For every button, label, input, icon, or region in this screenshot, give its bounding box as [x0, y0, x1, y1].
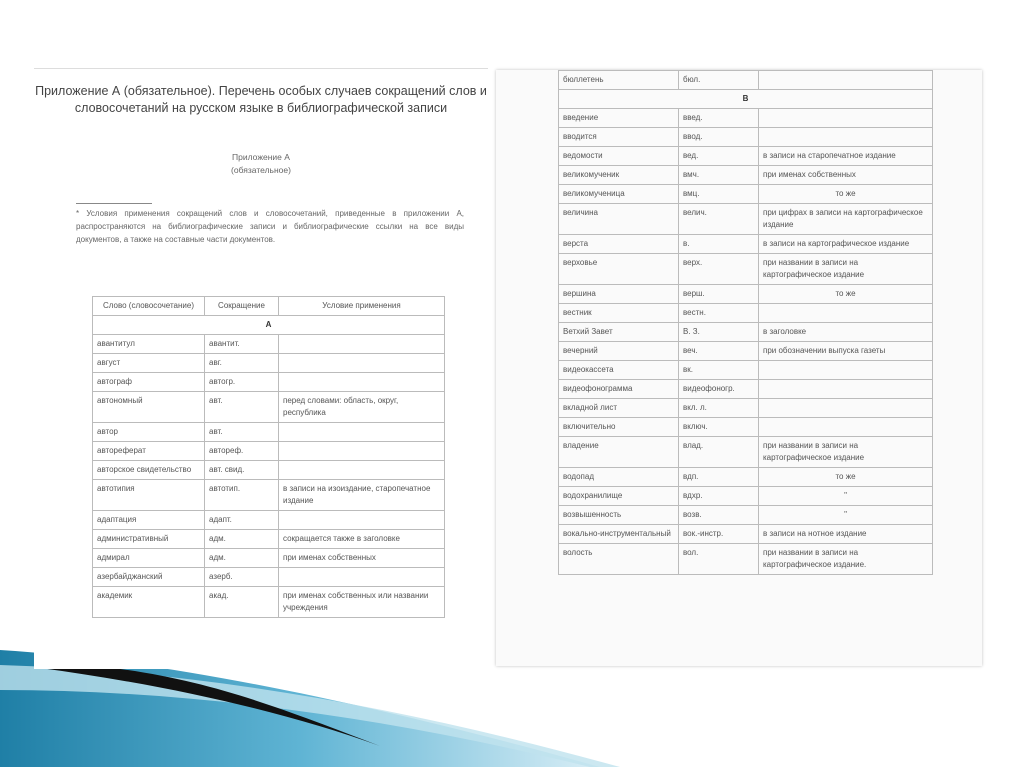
- cell-word: видеокассета: [559, 361, 679, 380]
- header-word: Слово (словосочетание): [93, 297, 205, 316]
- cell-abbreviation: вок.-инстр.: [679, 525, 759, 544]
- table-row: [559, 361, 933, 380]
- cell-condition: [759, 399, 933, 418]
- cell-condition: сокращается также в заголовке: [279, 530, 445, 549]
- cell-abbreviation: в.: [679, 235, 759, 254]
- table-row: [559, 204, 933, 235]
- table-row: [93, 423, 445, 442]
- table-row: [559, 506, 933, 525]
- table-row: [559, 525, 933, 544]
- subtitle-mandatory: (обязательное): [231, 165, 291, 175]
- table-row: [559, 380, 933, 399]
- cell-word: автореферат: [93, 442, 205, 461]
- cell-word: возвышенность: [559, 506, 679, 525]
- section-row: [93, 316, 445, 335]
- cell-condition: в записи на нотное издание: [759, 525, 933, 544]
- cell-abbreviation: велич.: [679, 204, 759, 235]
- cell-word: автотипия: [93, 480, 205, 511]
- table-row: [559, 437, 933, 468]
- table-row: [559, 342, 933, 361]
- cell-word: вокально-инструментальный: [559, 525, 679, 544]
- cell-abbreviation: вмц.: [679, 185, 759, 204]
- cell-condition: при цифрах в записи на картографическое издание: [759, 204, 933, 235]
- cell-condition: [759, 304, 933, 323]
- cell-condition: [759, 361, 933, 380]
- cell-abbreviation: авт.: [205, 392, 279, 423]
- cell-condition: при именах собственных: [759, 166, 933, 185]
- cell-word: вводится: [559, 128, 679, 147]
- cell-abbreviation: В. З.: [679, 323, 759, 342]
- cell-word: адмирал: [93, 549, 205, 568]
- cell-word: авантитул: [93, 335, 205, 354]
- table-row: [93, 335, 445, 354]
- table-row: [559, 399, 933, 418]
- cell-word: академик: [93, 587, 205, 618]
- cell-condition: при именах собственных или названии учреждения: [279, 587, 445, 618]
- footnote-divider: [76, 203, 152, 204]
- table-row: [559, 185, 933, 204]
- cell-condition: [279, 568, 445, 587]
- cell-condition: [279, 373, 445, 392]
- table-row: [559, 468, 933, 487]
- cell-condition: [759, 418, 933, 437]
- cell-abbreviation: верх.: [679, 254, 759, 285]
- cell-word: адаптация: [93, 511, 205, 530]
- cell-abbreviation: акад.: [205, 587, 279, 618]
- table-row: [93, 373, 445, 392]
- cell-abbreviation: адм.: [205, 530, 279, 549]
- cell-word: бюллетень: [559, 71, 679, 90]
- cell-condition: в записи на старопечатное издание: [759, 147, 933, 166]
- cell-condition: ": [759, 487, 933, 506]
- cell-word: вестник: [559, 304, 679, 323]
- cell-word: включительно: [559, 418, 679, 437]
- cell-condition: [759, 128, 933, 147]
- abbreviations-table-v: [558, 70, 933, 575]
- cell-condition: [279, 423, 445, 442]
- cell-abbreviation: вдхр.: [679, 487, 759, 506]
- table-row: [559, 544, 933, 575]
- cell-word: владение: [559, 437, 679, 468]
- abbreviations-table-a: [92, 296, 445, 618]
- cell-word: автограф: [93, 373, 205, 392]
- table-row: [93, 549, 445, 568]
- cell-condition: [279, 354, 445, 373]
- cell-abbreviation: авг.: [205, 354, 279, 373]
- cell-condition: [279, 461, 445, 480]
- table-row: [93, 461, 445, 480]
- cell-word: азербайджанский: [93, 568, 205, 587]
- cell-condition: при именах собственных: [279, 549, 445, 568]
- header-condition: Условие применения: [279, 297, 445, 316]
- cell-abbreviation: ввод.: [679, 128, 759, 147]
- cell-condition: в записи на изоиздание, старопечатное издание: [279, 480, 445, 511]
- cell-abbreviation: вед.: [679, 147, 759, 166]
- document-title: Приложение А (обязательное). Перечень особых случаев сокращений слов и словосочетаний на русском языке в библиографической записи: [35, 84, 487, 115]
- cell-word: величина: [559, 204, 679, 235]
- table-row: [559, 128, 933, 147]
- cell-word: верста: [559, 235, 679, 254]
- cell-abbreviation: азерб.: [205, 568, 279, 587]
- cell-abbreviation: введ.: [679, 109, 759, 128]
- cell-condition: [279, 511, 445, 530]
- cell-word: Ветхий Завет: [559, 323, 679, 342]
- cell-abbreviation: вестн.: [679, 304, 759, 323]
- cell-condition: при названии в записи на картографическое издание: [759, 254, 933, 285]
- table-row: [93, 442, 445, 461]
- cell-abbreviation: автотип.: [205, 480, 279, 511]
- cell-abbreviation: автореф.: [205, 442, 279, 461]
- cell-word: вершина: [559, 285, 679, 304]
- document-subtitle: [34, 151, 488, 177]
- table-row: [559, 235, 933, 254]
- cell-word: автор: [93, 423, 205, 442]
- table-row: [93, 354, 445, 373]
- table-row: [559, 109, 933, 128]
- table-row: [559, 166, 933, 185]
- cell-abbreviation: веч.: [679, 342, 759, 361]
- table-row: [559, 418, 933, 437]
- cell-word: великомученица: [559, 185, 679, 204]
- table-row: [559, 487, 933, 506]
- cell-condition: [759, 71, 933, 90]
- cell-abbreviation: вмч.: [679, 166, 759, 185]
- cell-word: водопад: [559, 468, 679, 487]
- cell-word: административный: [93, 530, 205, 549]
- cell-word: водохранилище: [559, 487, 679, 506]
- cell-abbreviation: включ.: [679, 418, 759, 437]
- cell-abbreviation: верш.: [679, 285, 759, 304]
- cell-condition: [279, 335, 445, 354]
- cell-abbreviation: авантит.: [205, 335, 279, 354]
- table-row: [93, 392, 445, 423]
- cell-condition: [759, 109, 933, 128]
- subtitle-appendix: Приложение А: [232, 152, 290, 162]
- cell-abbreviation: возв.: [679, 506, 759, 525]
- cell-abbreviation: вдп.: [679, 468, 759, 487]
- cell-word: ведомости: [559, 147, 679, 166]
- cell-abbreviation: вол.: [679, 544, 759, 575]
- cell-abbreviation: авт. свид.: [205, 461, 279, 480]
- cell-word: великомученик: [559, 166, 679, 185]
- cell-condition: то же: [759, 468, 933, 487]
- cell-condition: то же: [759, 185, 933, 204]
- cell-condition: при обозначении выпуска газеты: [759, 342, 933, 361]
- cell-condition: ": [759, 506, 933, 525]
- cell-condition: [759, 380, 933, 399]
- cell-abbreviation: видеофоногр.: [679, 380, 759, 399]
- cell-condition: при названии в записи на картографическое издание: [759, 437, 933, 468]
- table-header-row: [93, 297, 445, 316]
- table-row: [93, 480, 445, 511]
- cell-abbreviation: влад.: [679, 437, 759, 468]
- cell-abbreviation: вк.: [679, 361, 759, 380]
- table-row: [559, 323, 933, 342]
- cell-word: авторское свидетельство: [93, 461, 205, 480]
- table-row: [93, 568, 445, 587]
- cell-word: август: [93, 354, 205, 373]
- table-row: [93, 511, 445, 530]
- left-document-page: [34, 68, 488, 669]
- table-row: [559, 71, 933, 90]
- table-row: [559, 285, 933, 304]
- cell-abbreviation: вкл. л.: [679, 399, 759, 418]
- cell-condition: при названии в записи на картографическое издание.: [759, 544, 933, 575]
- cell-condition: в записи на картографическое издание: [759, 235, 933, 254]
- cell-condition: в заголовке: [759, 323, 933, 342]
- right-document-page: [496, 70, 982, 666]
- cell-condition: [279, 442, 445, 461]
- section-letter: В: [559, 90, 933, 109]
- cell-word: автономный: [93, 392, 205, 423]
- cell-condition: перед словами: область, округ, республика: [279, 392, 445, 423]
- cell-word: введение: [559, 109, 679, 128]
- section-letter: А: [93, 316, 445, 335]
- cell-word: вечерний: [559, 342, 679, 361]
- header-abbreviation: Сокращение: [205, 297, 279, 316]
- cell-abbreviation: бюл.: [679, 71, 759, 90]
- table-row: [93, 587, 445, 618]
- table-row: [559, 304, 933, 323]
- cell-word: волость: [559, 544, 679, 575]
- table-row: [559, 254, 933, 285]
- cell-condition: то же: [759, 285, 933, 304]
- cell-word: видеофонограмма: [559, 380, 679, 399]
- footnote: * Условия применения сокращений слов и словосочетаний, приведенные в приложении А, распространяются на библиографические записи и библиографические ссылки на все виды документов, а также на составные части документов.: [76, 209, 464, 244]
- cell-abbreviation: авт.: [205, 423, 279, 442]
- cell-word: верховье: [559, 254, 679, 285]
- table-row: [93, 530, 445, 549]
- section-row: [559, 90, 933, 109]
- table-row: [559, 147, 933, 166]
- cell-abbreviation: адапт.: [205, 511, 279, 530]
- cell-abbreviation: адм.: [205, 549, 279, 568]
- cell-word: вкладной лист: [559, 399, 679, 418]
- cell-abbreviation: автогр.: [205, 373, 279, 392]
